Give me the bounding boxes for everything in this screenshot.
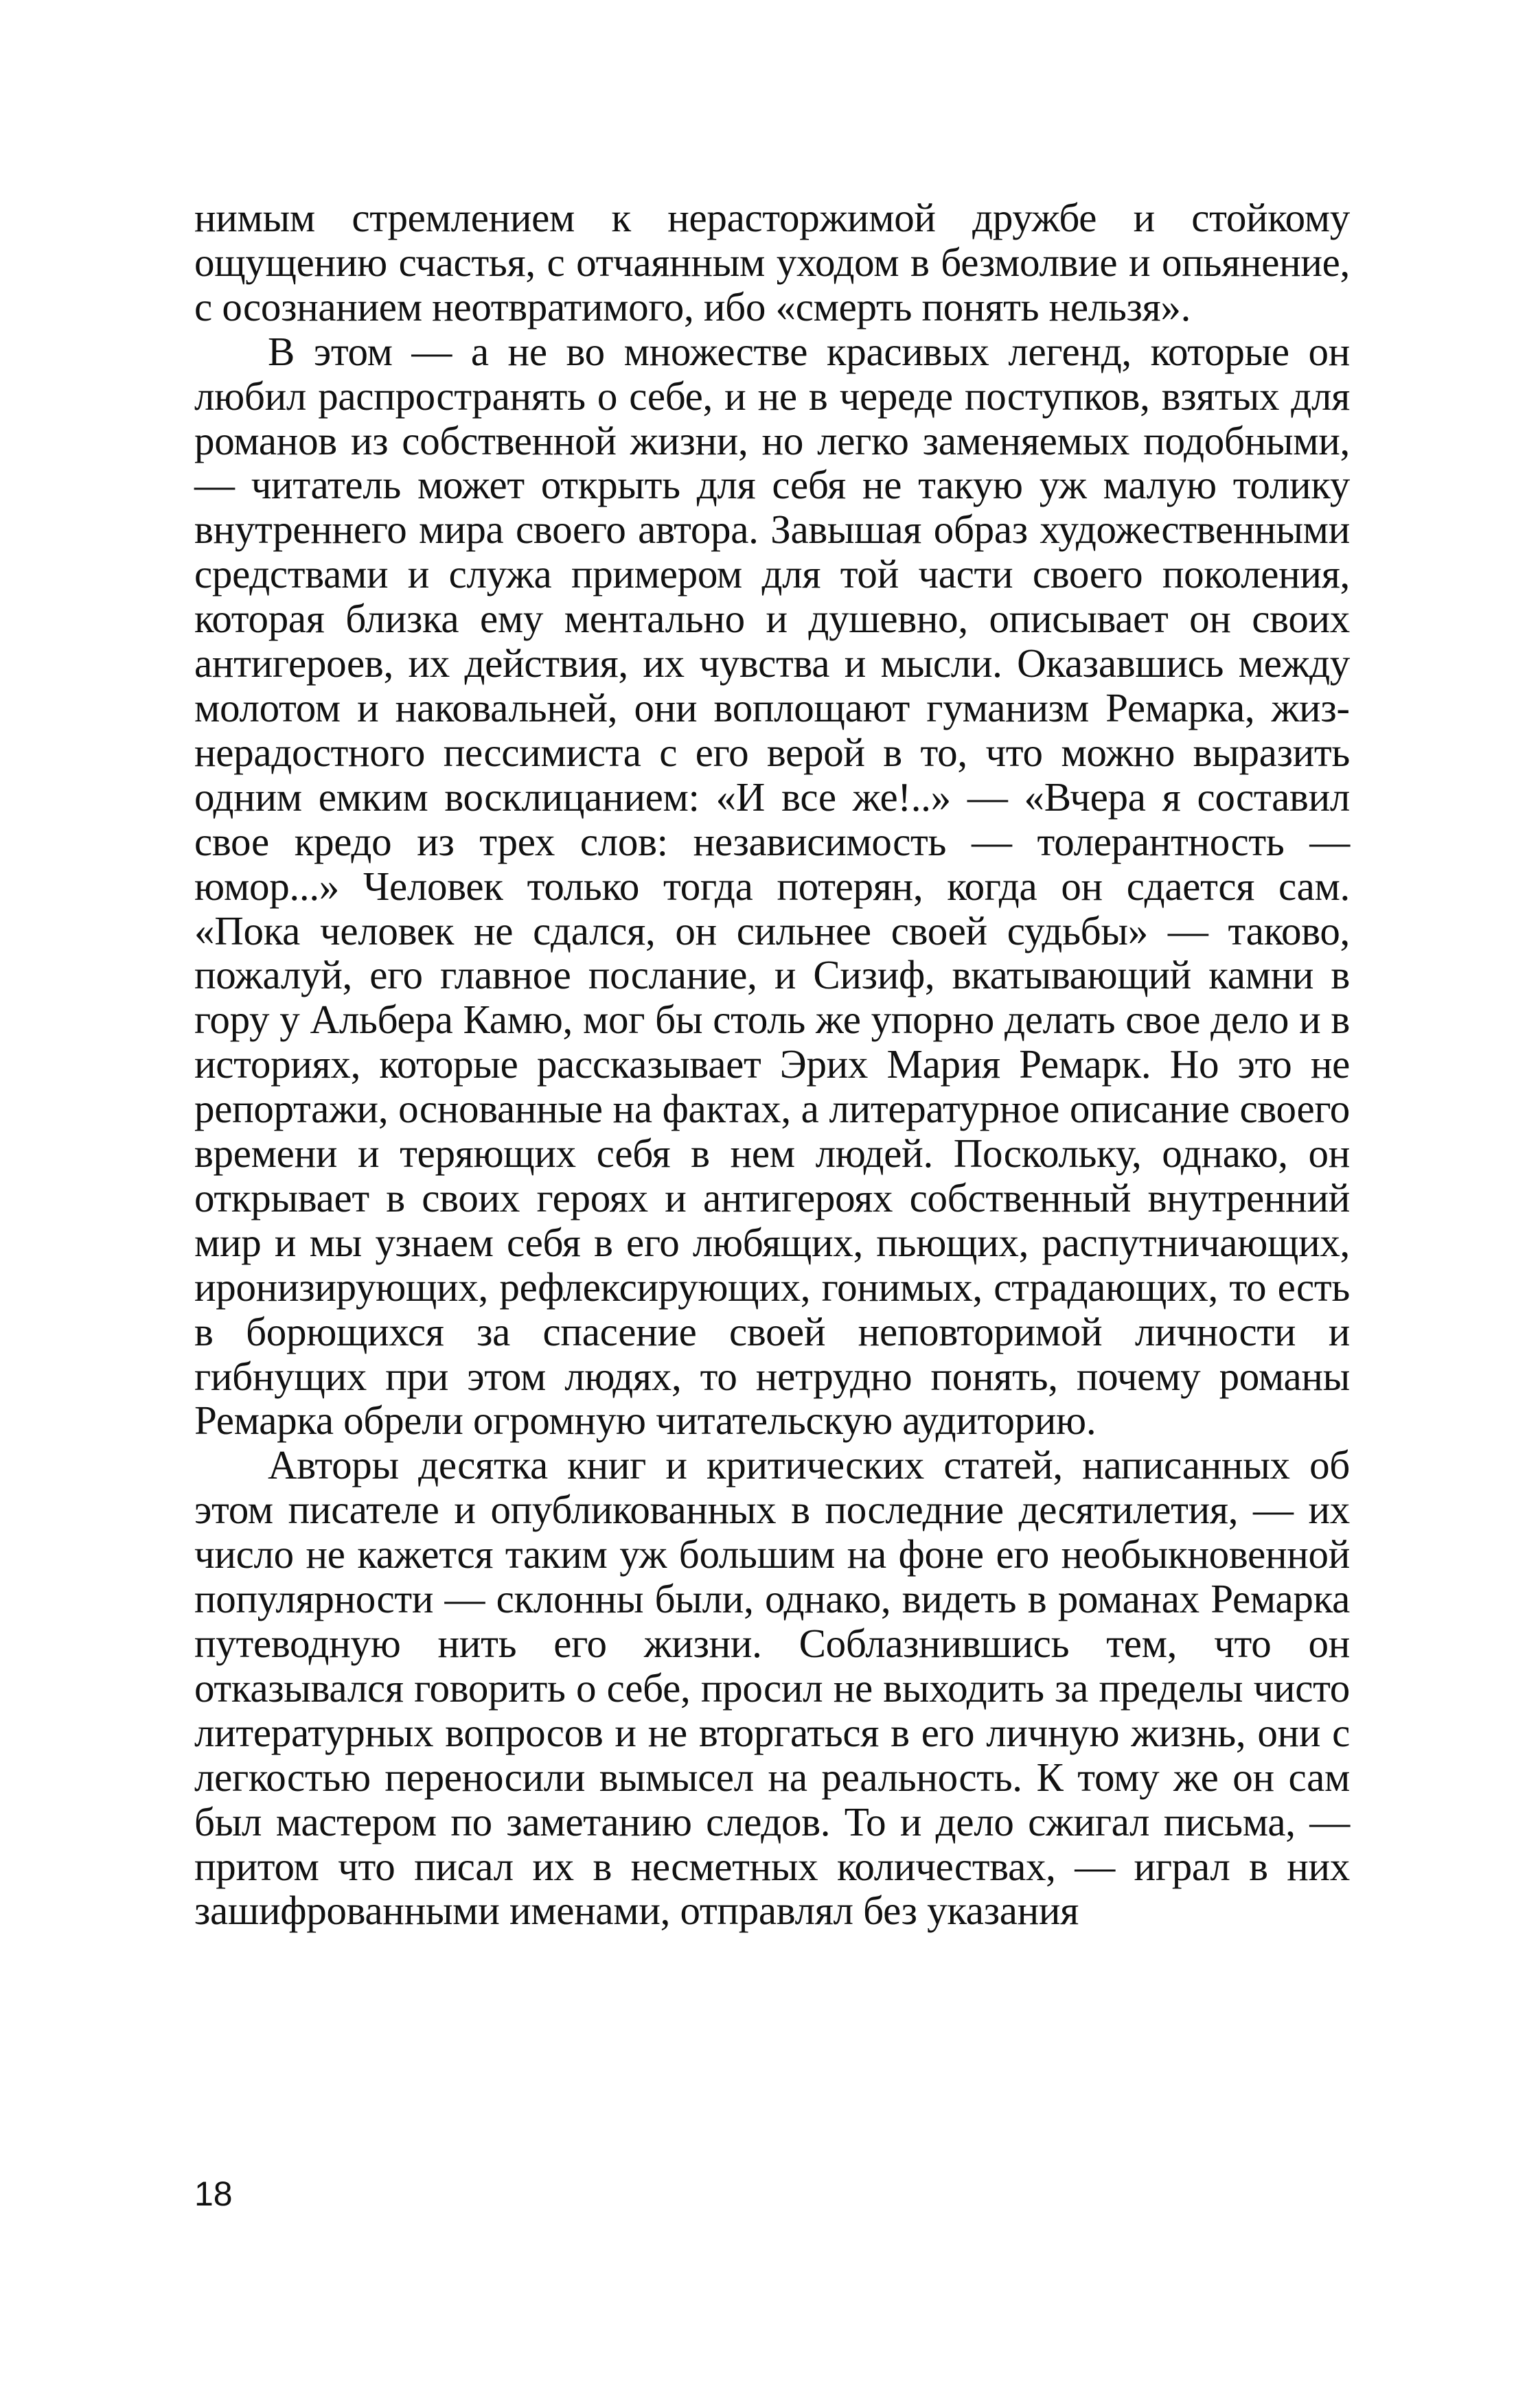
body-text: [194, 196, 1350, 1933]
paragraph-biographers: Авторы десятка книг и критических статей, написанных об этом писателе и опубликованных в последние десятилетия, — их число не кажется таким уж большим на фоне его необыкновенной популярности — склонны были, однако, видеть в романах Ремарка путеводную нить его жизни. Соблазнившись тем, что он отказывался говорить о себе, просил не выходить за пределы чисто литературных вопросов и не вторгаться в его личную жизнь, они с легкостью переносили вымысел на реальность. К тому же он сам был мастером по заметанию следов. То и дело сжигал письма, — притом что писал их в несметных количествах, — играл в них зашифрованными именами, отправлял без указания: [194, 1442, 1350, 1934]
paragraph-remarque-humanism: В этом — а не во множестве красивых легенд, которые он любил распространять о себе, и не в череде поступков, взятых для романов из собственной жизни, но легко заменяемых подобными,— читатель может открыть для себя не такую уж малую толику внутреннего мира своего автора. Завышая образ художественными средствами и служа примером для той части своего поколения, которая близка ему ментально и душевно, описывает он своих антигероев, их действия, их чувства и мысли. Оказавшись между молотом и наковальней, они воплощают гуманизм Ремарка, жизнерадостного пессимиста с его верой в то, что можно выразить одним емким восклицанием: «И все же!..» — «Вчера я составил свое кредо из трех слов: независимость — толерантность — юмор...» Человек только тогда потерян, когда он сдается сам. «Пока человек не сдался, он сильнее своей судьбы» — таково, пожалуй, его главное послание, и Сизиф, вкатывающий камни в гору у Альбера Камю, мог бы столь же упорно делать свое дело и в историях, которые рассказывает Эрих Мария Ремарк. Но это не репортажи, основанные на фактах, а литературное описание своего времени и теряющих себя в нем людей. Поскольку, однако, он открывает в своих героях и антигероях собственный внутренний мир и мы узнаем себя в его любящих, пьющих, распутничающих, иронизирующих, рефлексирующих, гонимых, страдающих, то есть в борющихся за спасение своей неповторимой личности и гибнущих при этом людях, то нетрудно понять, почему романы Ремарка обрели огромную читательскую аудиторию.: [194, 328, 1350, 1444]
page-number: 18: [194, 2175, 233, 2213]
paragraph-continued: нимым стремлением к нерасторжимой дружбе и стойкому ощущению счастья, с отчаянным уходом в безмолвие и опьянение, с осознанием неотвратимого, ибо «смерть понять нельзя».: [194, 195, 1350, 329]
